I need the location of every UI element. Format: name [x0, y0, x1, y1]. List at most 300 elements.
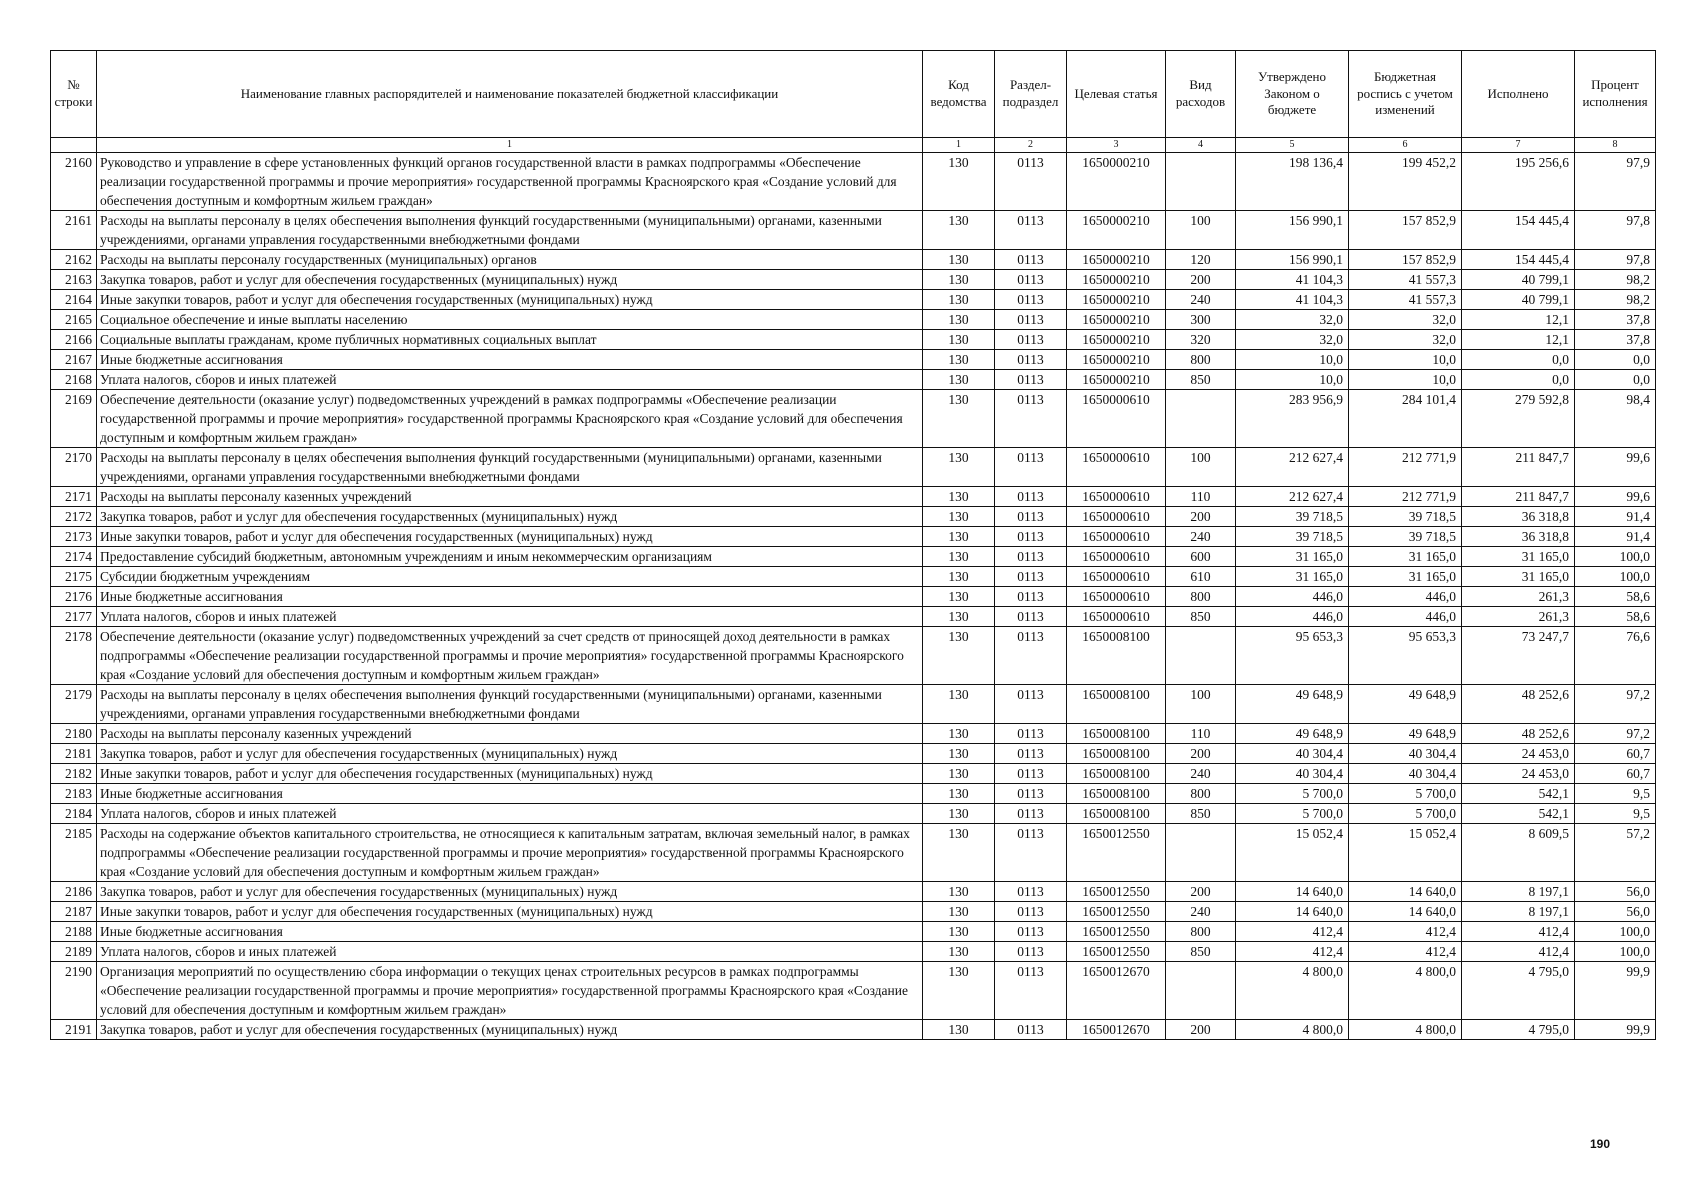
- row-name: Иные бюджетные ассигнования: [97, 587, 923, 607]
- budget-list-amount: 157 852,9: [1349, 211, 1462, 250]
- target-article: 1650000210: [1067, 250, 1166, 270]
- colnum-8: 8: [1575, 138, 1656, 153]
- row-number: 2164: [51, 290, 97, 310]
- approved-amount: 40 304,4: [1236, 764, 1349, 784]
- row-number: 2165: [51, 310, 97, 330]
- expense-type: 110: [1166, 487, 1236, 507]
- section-code: 0113: [995, 764, 1067, 784]
- approved-amount: 156 990,1: [1236, 211, 1349, 250]
- row-number: 2178: [51, 627, 97, 685]
- table-row: [51, 764, 1656, 784]
- executed-amount: 0,0: [1462, 350, 1575, 370]
- section-code: 0113: [995, 685, 1067, 724]
- execution-percent: 9,5: [1575, 804, 1656, 824]
- budget-list-amount: 41 557,3: [1349, 270, 1462, 290]
- row-name: Иные закупки товаров, работ и услуг для обеспечения государственных (муниципальных) нужд: [97, 902, 923, 922]
- expense-type: 100: [1166, 211, 1236, 250]
- dept-code: 130: [923, 330, 995, 350]
- expense-type: 240: [1166, 764, 1236, 784]
- table-row: [51, 607, 1656, 627]
- row-number: 2185: [51, 824, 97, 882]
- budget-list-amount: 212 771,9: [1349, 487, 1462, 507]
- executed-amount: 8 197,1: [1462, 882, 1575, 902]
- executed-amount: 8 197,1: [1462, 902, 1575, 922]
- dept-code: 130: [923, 567, 995, 587]
- approved-amount: 49 648,9: [1236, 724, 1349, 744]
- budget-list-amount: 4 800,0: [1349, 1020, 1462, 1040]
- section-code: 0113: [995, 902, 1067, 922]
- row-name: Иные закупки товаров, работ и услуг для обеспечения государственных (муниципальных) нужд: [97, 290, 923, 310]
- colnum-4: 4: [1166, 138, 1236, 153]
- execution-percent: 97,2: [1575, 685, 1656, 724]
- row-name: Иные бюджетные ассигнования: [97, 922, 923, 942]
- row-number: 2182: [51, 764, 97, 784]
- row-name: Руководство и управление в сфере установленных функций органов государственной власти в рамках подпрограммы «Обеспечение реализации государственной программы и прочие мероприятия» государственной программы Красноярского края «Создание условий для обеспечения доступным и комфортным жильем граждан»: [97, 153, 923, 211]
- row-number: 2179: [51, 685, 97, 724]
- row-number: 2167: [51, 350, 97, 370]
- expense-type: 610: [1166, 567, 1236, 587]
- approved-amount: 212 627,4: [1236, 448, 1349, 487]
- target-article: 1650012550: [1067, 902, 1166, 922]
- execution-percent: 99,6: [1575, 487, 1656, 507]
- table-row: [51, 784, 1656, 804]
- table-row: [51, 153, 1656, 211]
- row-name: Закупка товаров, работ и услуг для обеспечения государственных (муниципальных) нужд: [97, 270, 923, 290]
- budget-list-amount: 5 700,0: [1349, 804, 1462, 824]
- executed-amount: 261,3: [1462, 607, 1575, 627]
- target-article: 1650012550: [1067, 882, 1166, 902]
- dept-code: 130: [923, 784, 995, 804]
- approved-amount: 14 640,0: [1236, 882, 1349, 902]
- expense-type: 240: [1166, 902, 1236, 922]
- target-article: 1650000210: [1067, 270, 1166, 290]
- target-article: 1650012550: [1067, 942, 1166, 962]
- page-number: 190: [1590, 1137, 1611, 1151]
- header-executed: Исполнено: [1462, 51, 1575, 138]
- row-number: 2162: [51, 250, 97, 270]
- colnum-0: [51, 138, 97, 153]
- dept-code: 130: [923, 211, 995, 250]
- colnum-6: 6: [1349, 138, 1462, 153]
- executed-amount: 73 247,7: [1462, 627, 1575, 685]
- section-code: 0113: [995, 290, 1067, 310]
- execution-percent: 57,2: [1575, 824, 1656, 882]
- target-article: 1650000610: [1067, 527, 1166, 547]
- target-article: 1650000610: [1067, 487, 1166, 507]
- row-number: 2188: [51, 922, 97, 942]
- section-code: 0113: [995, 310, 1067, 330]
- approved-amount: 31 165,0: [1236, 567, 1349, 587]
- row-number: 2190: [51, 962, 97, 1020]
- approved-amount: 95 653,3: [1236, 627, 1349, 685]
- executed-amount: 412,4: [1462, 922, 1575, 942]
- budget-list-amount: 15 052,4: [1349, 824, 1462, 882]
- execution-percent: 98,2: [1575, 290, 1656, 310]
- execution-percent: 76,6: [1575, 627, 1656, 685]
- dept-code: 130: [923, 724, 995, 744]
- row-name: Расходы на выплаты персоналу в целях обеспечения выполнения функций государственными (муниципальными) органами, казенными учреждениями, органами управления государственными внебюджетными фондами: [97, 211, 923, 250]
- section-code: 0113: [995, 448, 1067, 487]
- execution-percent: 98,2: [1575, 270, 1656, 290]
- row-number: 2172: [51, 507, 97, 527]
- section-code: 0113: [995, 744, 1067, 764]
- colnum-name: 1: [97, 138, 923, 153]
- expense-type: [1166, 390, 1236, 448]
- approved-amount: 4 800,0: [1236, 962, 1349, 1020]
- approved-amount: 49 648,9: [1236, 685, 1349, 724]
- approved-amount: 32,0: [1236, 310, 1349, 330]
- section-code: 0113: [995, 350, 1067, 370]
- row-number: 2184: [51, 804, 97, 824]
- approved-amount: 412,4: [1236, 922, 1349, 942]
- approved-amount: 32,0: [1236, 330, 1349, 350]
- row-number: 2163: [51, 270, 97, 290]
- table-row: [51, 310, 1656, 330]
- execution-percent: 0,0: [1575, 370, 1656, 390]
- row-number: 2166: [51, 330, 97, 350]
- target-article: 1650000210: [1067, 330, 1166, 350]
- budget-list-amount: 14 640,0: [1349, 882, 1462, 902]
- target-article: 1650012670: [1067, 962, 1166, 1020]
- dept-code: 130: [923, 448, 995, 487]
- executed-amount: 542,1: [1462, 804, 1575, 824]
- header-target-article: Целевая статья: [1067, 51, 1166, 138]
- row-name: Расходы на содержание объектов капитального строительства, не относящиеся к капитальным затратам, включая земельный налог, в рамках подпрограммы «Обеспечение реализации государственной программы и прочие мероприятия» государственной программы Красноярского края «Создание условий для обеспечения доступным и комфортным жильем граждан»: [97, 824, 923, 882]
- expense-type: 240: [1166, 527, 1236, 547]
- row-name: Расходы на выплаты персоналу казенных учреждений: [97, 487, 923, 507]
- expense-type: 850: [1166, 607, 1236, 627]
- expense-type: 200: [1166, 882, 1236, 902]
- target-article: 1650000210: [1067, 370, 1166, 390]
- target-article: 1650000210: [1067, 290, 1166, 310]
- execution-percent: 99,6: [1575, 448, 1656, 487]
- row-number: 2189: [51, 942, 97, 962]
- approved-amount: 446,0: [1236, 607, 1349, 627]
- dept-code: 130: [923, 804, 995, 824]
- execution-percent: 37,8: [1575, 330, 1656, 350]
- dept-code: 130: [923, 942, 995, 962]
- approved-amount: 5 700,0: [1236, 784, 1349, 804]
- execution-percent: 100,0: [1575, 922, 1656, 942]
- executed-amount: 195 256,6: [1462, 153, 1575, 211]
- row-name: Иные закупки товаров, работ и услуг для обеспечения государственных (муниципальных) нужд: [97, 527, 923, 547]
- execution-percent: 97,9: [1575, 153, 1656, 211]
- table-row: [51, 902, 1656, 922]
- approved-amount: 156 990,1: [1236, 250, 1349, 270]
- expense-type: [1166, 962, 1236, 1020]
- expense-type: 850: [1166, 942, 1236, 962]
- expense-type: 240: [1166, 290, 1236, 310]
- executed-amount: 40 799,1: [1462, 290, 1575, 310]
- target-article: 1650000610: [1067, 567, 1166, 587]
- row-name: Закупка товаров, работ и услуг для обеспечения государственных (муниципальных) нужд: [97, 507, 923, 527]
- budget-list-amount: 4 800,0: [1349, 962, 1462, 1020]
- budget-list-amount: 40 304,4: [1349, 744, 1462, 764]
- approved-amount: 31 165,0: [1236, 547, 1349, 567]
- section-code: 0113: [995, 627, 1067, 685]
- budget-list-amount: 49 648,9: [1349, 685, 1462, 724]
- executed-amount: 211 847,7: [1462, 448, 1575, 487]
- row-number: 2170: [51, 448, 97, 487]
- section-code: 0113: [995, 547, 1067, 567]
- dept-code: 130: [923, 310, 995, 330]
- approved-amount: 5 700,0: [1236, 804, 1349, 824]
- row-number: 2160: [51, 153, 97, 211]
- approved-amount: 41 104,3: [1236, 270, 1349, 290]
- colnum-2: 2: [995, 138, 1067, 153]
- executed-amount: 154 445,4: [1462, 250, 1575, 270]
- executed-amount: 4 795,0: [1462, 1020, 1575, 1040]
- executed-amount: 12,1: [1462, 310, 1575, 330]
- dept-code: 130: [923, 587, 995, 607]
- row-name: Организация мероприятий по осуществлению сбора информации о текущих ценах строительных ресурсов в рамках подпрограммы «Обеспечение реализации государственной программы и прочие мероприятия» государственной программы Красноярского края «Создание условий для обеспечения доступным и комфортным жильем граждан»: [97, 962, 923, 1020]
- approved-amount: 446,0: [1236, 587, 1349, 607]
- execution-percent: 99,9: [1575, 1020, 1656, 1040]
- table-row: [51, 211, 1656, 250]
- table-row: [51, 487, 1656, 507]
- colnum-5: 5: [1236, 138, 1349, 153]
- expense-type: [1166, 153, 1236, 211]
- budget-table-sheet: [50, 50, 1655, 1040]
- dept-code: 130: [923, 744, 995, 764]
- target-article: 1650008100: [1067, 744, 1166, 764]
- expense-type: 200: [1166, 744, 1236, 764]
- dept-code: 130: [923, 902, 995, 922]
- dept-code: 130: [923, 627, 995, 685]
- table-row: [51, 882, 1656, 902]
- approved-amount: 4 800,0: [1236, 1020, 1349, 1040]
- row-number: 2171: [51, 487, 97, 507]
- approved-amount: 41 104,3: [1236, 290, 1349, 310]
- row-number: 2176: [51, 587, 97, 607]
- budget-list-amount: 10,0: [1349, 370, 1462, 390]
- expense-type: 600: [1166, 547, 1236, 567]
- section-code: 0113: [995, 527, 1067, 547]
- expense-type: 100: [1166, 685, 1236, 724]
- execution-percent: 0,0: [1575, 350, 1656, 370]
- executed-amount: 36 318,8: [1462, 507, 1575, 527]
- section-code: 0113: [995, 153, 1067, 211]
- row-number: 2183: [51, 784, 97, 804]
- execution-percent: 60,7: [1575, 744, 1656, 764]
- row-name: Закупка товаров, работ и услуг для обеспечения государственных (муниципальных) нужд: [97, 882, 923, 902]
- target-article: 1650012550: [1067, 824, 1166, 882]
- table-row: [51, 370, 1656, 390]
- table-row: [51, 804, 1656, 824]
- header-budget-list: Бюджетная роспись с учетом изменений: [1349, 51, 1462, 138]
- section-code: 0113: [995, 962, 1067, 1020]
- approved-amount: 40 304,4: [1236, 744, 1349, 764]
- table-row: [51, 744, 1656, 764]
- budget-list-amount: 5 700,0: [1349, 784, 1462, 804]
- dept-code: 130: [923, 370, 995, 390]
- table-row: [51, 962, 1656, 1020]
- executed-amount: 31 165,0: [1462, 567, 1575, 587]
- section-code: 0113: [995, 724, 1067, 744]
- execution-percent: 58,6: [1575, 587, 1656, 607]
- target-article: 1650000610: [1067, 390, 1166, 448]
- section-code: 0113: [995, 330, 1067, 350]
- approved-amount: 39 718,5: [1236, 527, 1349, 547]
- executed-amount: 8 609,5: [1462, 824, 1575, 882]
- budget-list-amount: 157 852,9: [1349, 250, 1462, 270]
- target-article: 1650012550: [1067, 922, 1166, 942]
- approved-amount: 198 136,4: [1236, 153, 1349, 211]
- expense-type: 110: [1166, 724, 1236, 744]
- executed-amount: 48 252,6: [1462, 685, 1575, 724]
- row-name: Иные бюджетные ассигнования: [97, 784, 923, 804]
- table-row: [51, 390, 1656, 448]
- target-article: 1650008100: [1067, 804, 1166, 824]
- target-article: 1650000210: [1067, 350, 1166, 370]
- header-row: [51, 51, 1656, 138]
- dept-code: 130: [923, 824, 995, 882]
- table-row: [51, 942, 1656, 962]
- target-article: 1650008100: [1067, 685, 1166, 724]
- budget-list-amount: 412,4: [1349, 942, 1462, 962]
- dept-code: 130: [923, 882, 995, 902]
- expense-type: [1166, 627, 1236, 685]
- target-article: 1650000610: [1067, 448, 1166, 487]
- table-row: [51, 527, 1656, 547]
- row-number: 2169: [51, 390, 97, 448]
- row-name: Иные закупки товаров, работ и услуг для обеспечения государственных (муниципальных) нужд: [97, 764, 923, 784]
- section-code: 0113: [995, 804, 1067, 824]
- row-name: Закупка товаров, работ и услуг для обеспечения государственных (муниципальных) нужд: [97, 744, 923, 764]
- budget-list-amount: 14 640,0: [1349, 902, 1462, 922]
- executed-amount: 211 847,7: [1462, 487, 1575, 507]
- executed-amount: 40 799,1: [1462, 270, 1575, 290]
- budget-list-amount: 412,4: [1349, 922, 1462, 942]
- expense-type: 120: [1166, 250, 1236, 270]
- target-article: 1650000610: [1067, 587, 1166, 607]
- table-row: [51, 330, 1656, 350]
- target-article: 1650012670: [1067, 1020, 1166, 1040]
- target-article: 1650000210: [1067, 153, 1166, 211]
- section-code: 0113: [995, 507, 1067, 527]
- row-name: Обеспечение деятельности (оказание услуг) подведомственных учреждений в рамках подпрограммы «Обеспечение реализации государственной программы и прочие мероприятия» государственной программы Красноярского края «Создание условий для обеспечения доступным и комфортным жильем граждан»: [97, 390, 923, 448]
- dept-code: 130: [923, 487, 995, 507]
- budget-list-amount: 95 653,3: [1349, 627, 1462, 685]
- executed-amount: 542,1: [1462, 784, 1575, 804]
- header-dept-code: Код ведомства: [923, 51, 995, 138]
- budget-list-amount: 32,0: [1349, 330, 1462, 350]
- target-article: 1650000210: [1067, 211, 1166, 250]
- approved-amount: 10,0: [1236, 350, 1349, 370]
- approved-amount: 39 718,5: [1236, 507, 1349, 527]
- dept-code: 130: [923, 390, 995, 448]
- row-name: Социальные выплаты гражданам, кроме публичных нормативных социальных выплат: [97, 330, 923, 350]
- execution-percent: 37,8: [1575, 310, 1656, 330]
- expense-type: 200: [1166, 270, 1236, 290]
- budget-execution-table: [50, 50, 1656, 1040]
- row-name: Расходы на выплаты персоналу в целях обеспечения выполнения функций государственными (муниципальными) органами, казенными учреждениями, органами управления государственными внебюджетными фондами: [97, 448, 923, 487]
- execution-percent: 56,0: [1575, 902, 1656, 922]
- row-name: Субсидии бюджетным учреждениям: [97, 567, 923, 587]
- budget-list-amount: 446,0: [1349, 607, 1462, 627]
- budget-list-amount: 284 101,4: [1349, 390, 1462, 448]
- executed-amount: 261,3: [1462, 587, 1575, 607]
- approved-amount: 212 627,4: [1236, 487, 1349, 507]
- row-name: Уплата налогов, сборов и иных платежей: [97, 370, 923, 390]
- expense-type: 800: [1166, 784, 1236, 804]
- dept-code: 130: [923, 270, 995, 290]
- row-number: 2180: [51, 724, 97, 744]
- budget-list-amount: 212 771,9: [1349, 448, 1462, 487]
- dept-code: 130: [923, 922, 995, 942]
- execution-percent: 9,5: [1575, 784, 1656, 804]
- execution-percent: 99,9: [1575, 962, 1656, 1020]
- section-code: 0113: [995, 922, 1067, 942]
- budget-list-amount: 31 165,0: [1349, 547, 1462, 567]
- budget-list-amount: 199 452,2: [1349, 153, 1462, 211]
- row-number: 2168: [51, 370, 97, 390]
- table-row: [51, 270, 1656, 290]
- row-name: Иные бюджетные ассигнования: [97, 350, 923, 370]
- section-code: 0113: [995, 607, 1067, 627]
- execution-percent: 98,4: [1575, 390, 1656, 448]
- row-name: Уплата налогов, сборов и иных платежей: [97, 942, 923, 962]
- section-code: 0113: [995, 211, 1067, 250]
- expense-type: 850: [1166, 370, 1236, 390]
- expense-type: 800: [1166, 350, 1236, 370]
- expense-type: 300: [1166, 310, 1236, 330]
- approved-amount: 15 052,4: [1236, 824, 1349, 882]
- row-name: Предоставление субсидий бюджетным, автономным учреждениям и иным некоммерческим организациям: [97, 547, 923, 567]
- budget-list-amount: 40 304,4: [1349, 764, 1462, 784]
- execution-percent: 91,4: [1575, 527, 1656, 547]
- row-name: Расходы на выплаты персоналу государственных (муниципальных) органов: [97, 250, 923, 270]
- table-row: [51, 1020, 1656, 1040]
- expense-type: 850: [1166, 804, 1236, 824]
- colnum-7: 7: [1462, 138, 1575, 153]
- section-code: 0113: [995, 370, 1067, 390]
- execution-percent: 100,0: [1575, 567, 1656, 587]
- row-name: Обеспечение деятельности (оказание услуг) подведомственных учреждений за счет средств от приносящей доход деятельности в рамках подпрограммы «Обеспечение реализации государственной программы и прочие мероприятия» государственной программы Красноярского края «Создание условий для обеспечения доступным и комфортным жильем граждан»: [97, 627, 923, 685]
- executed-amount: 48 252,6: [1462, 724, 1575, 744]
- section-code: 0113: [995, 942, 1067, 962]
- executed-amount: 12,1: [1462, 330, 1575, 350]
- dept-code: 130: [923, 962, 995, 1020]
- row-number: 2186: [51, 882, 97, 902]
- section-code: 0113: [995, 882, 1067, 902]
- row-name: Расходы на выплаты персоналу в целях обеспечения выполнения функций государственными (муниципальными) органами, казенными учреждениями, органами управления государственными внебюджетными фондами: [97, 685, 923, 724]
- row-name: Расходы на выплаты персоналу казенных учреждений: [97, 724, 923, 744]
- budget-list-amount: 446,0: [1349, 587, 1462, 607]
- dept-code: 130: [923, 250, 995, 270]
- dept-code: 130: [923, 507, 995, 527]
- executed-amount: 0,0: [1462, 370, 1575, 390]
- execution-percent: 100,0: [1575, 547, 1656, 567]
- row-name: Социальное обеспечение и иные выплаты населению: [97, 310, 923, 330]
- section-code: 0113: [995, 784, 1067, 804]
- table-row: [51, 724, 1656, 744]
- table-body: [51, 153, 1656, 1040]
- table-row: [51, 824, 1656, 882]
- expense-type: 320: [1166, 330, 1236, 350]
- execution-percent: 60,7: [1575, 764, 1656, 784]
- dept-code: 130: [923, 350, 995, 370]
- budget-list-amount: 10,0: [1349, 350, 1462, 370]
- execution-percent: 100,0: [1575, 942, 1656, 962]
- expense-type: 100: [1166, 448, 1236, 487]
- approved-amount: 283 956,9: [1236, 390, 1349, 448]
- column-number-row: [51, 138, 1656, 153]
- table-row: [51, 922, 1656, 942]
- executed-amount: 279 592,8: [1462, 390, 1575, 448]
- row-number: 2175: [51, 567, 97, 587]
- row-number: 2174: [51, 547, 97, 567]
